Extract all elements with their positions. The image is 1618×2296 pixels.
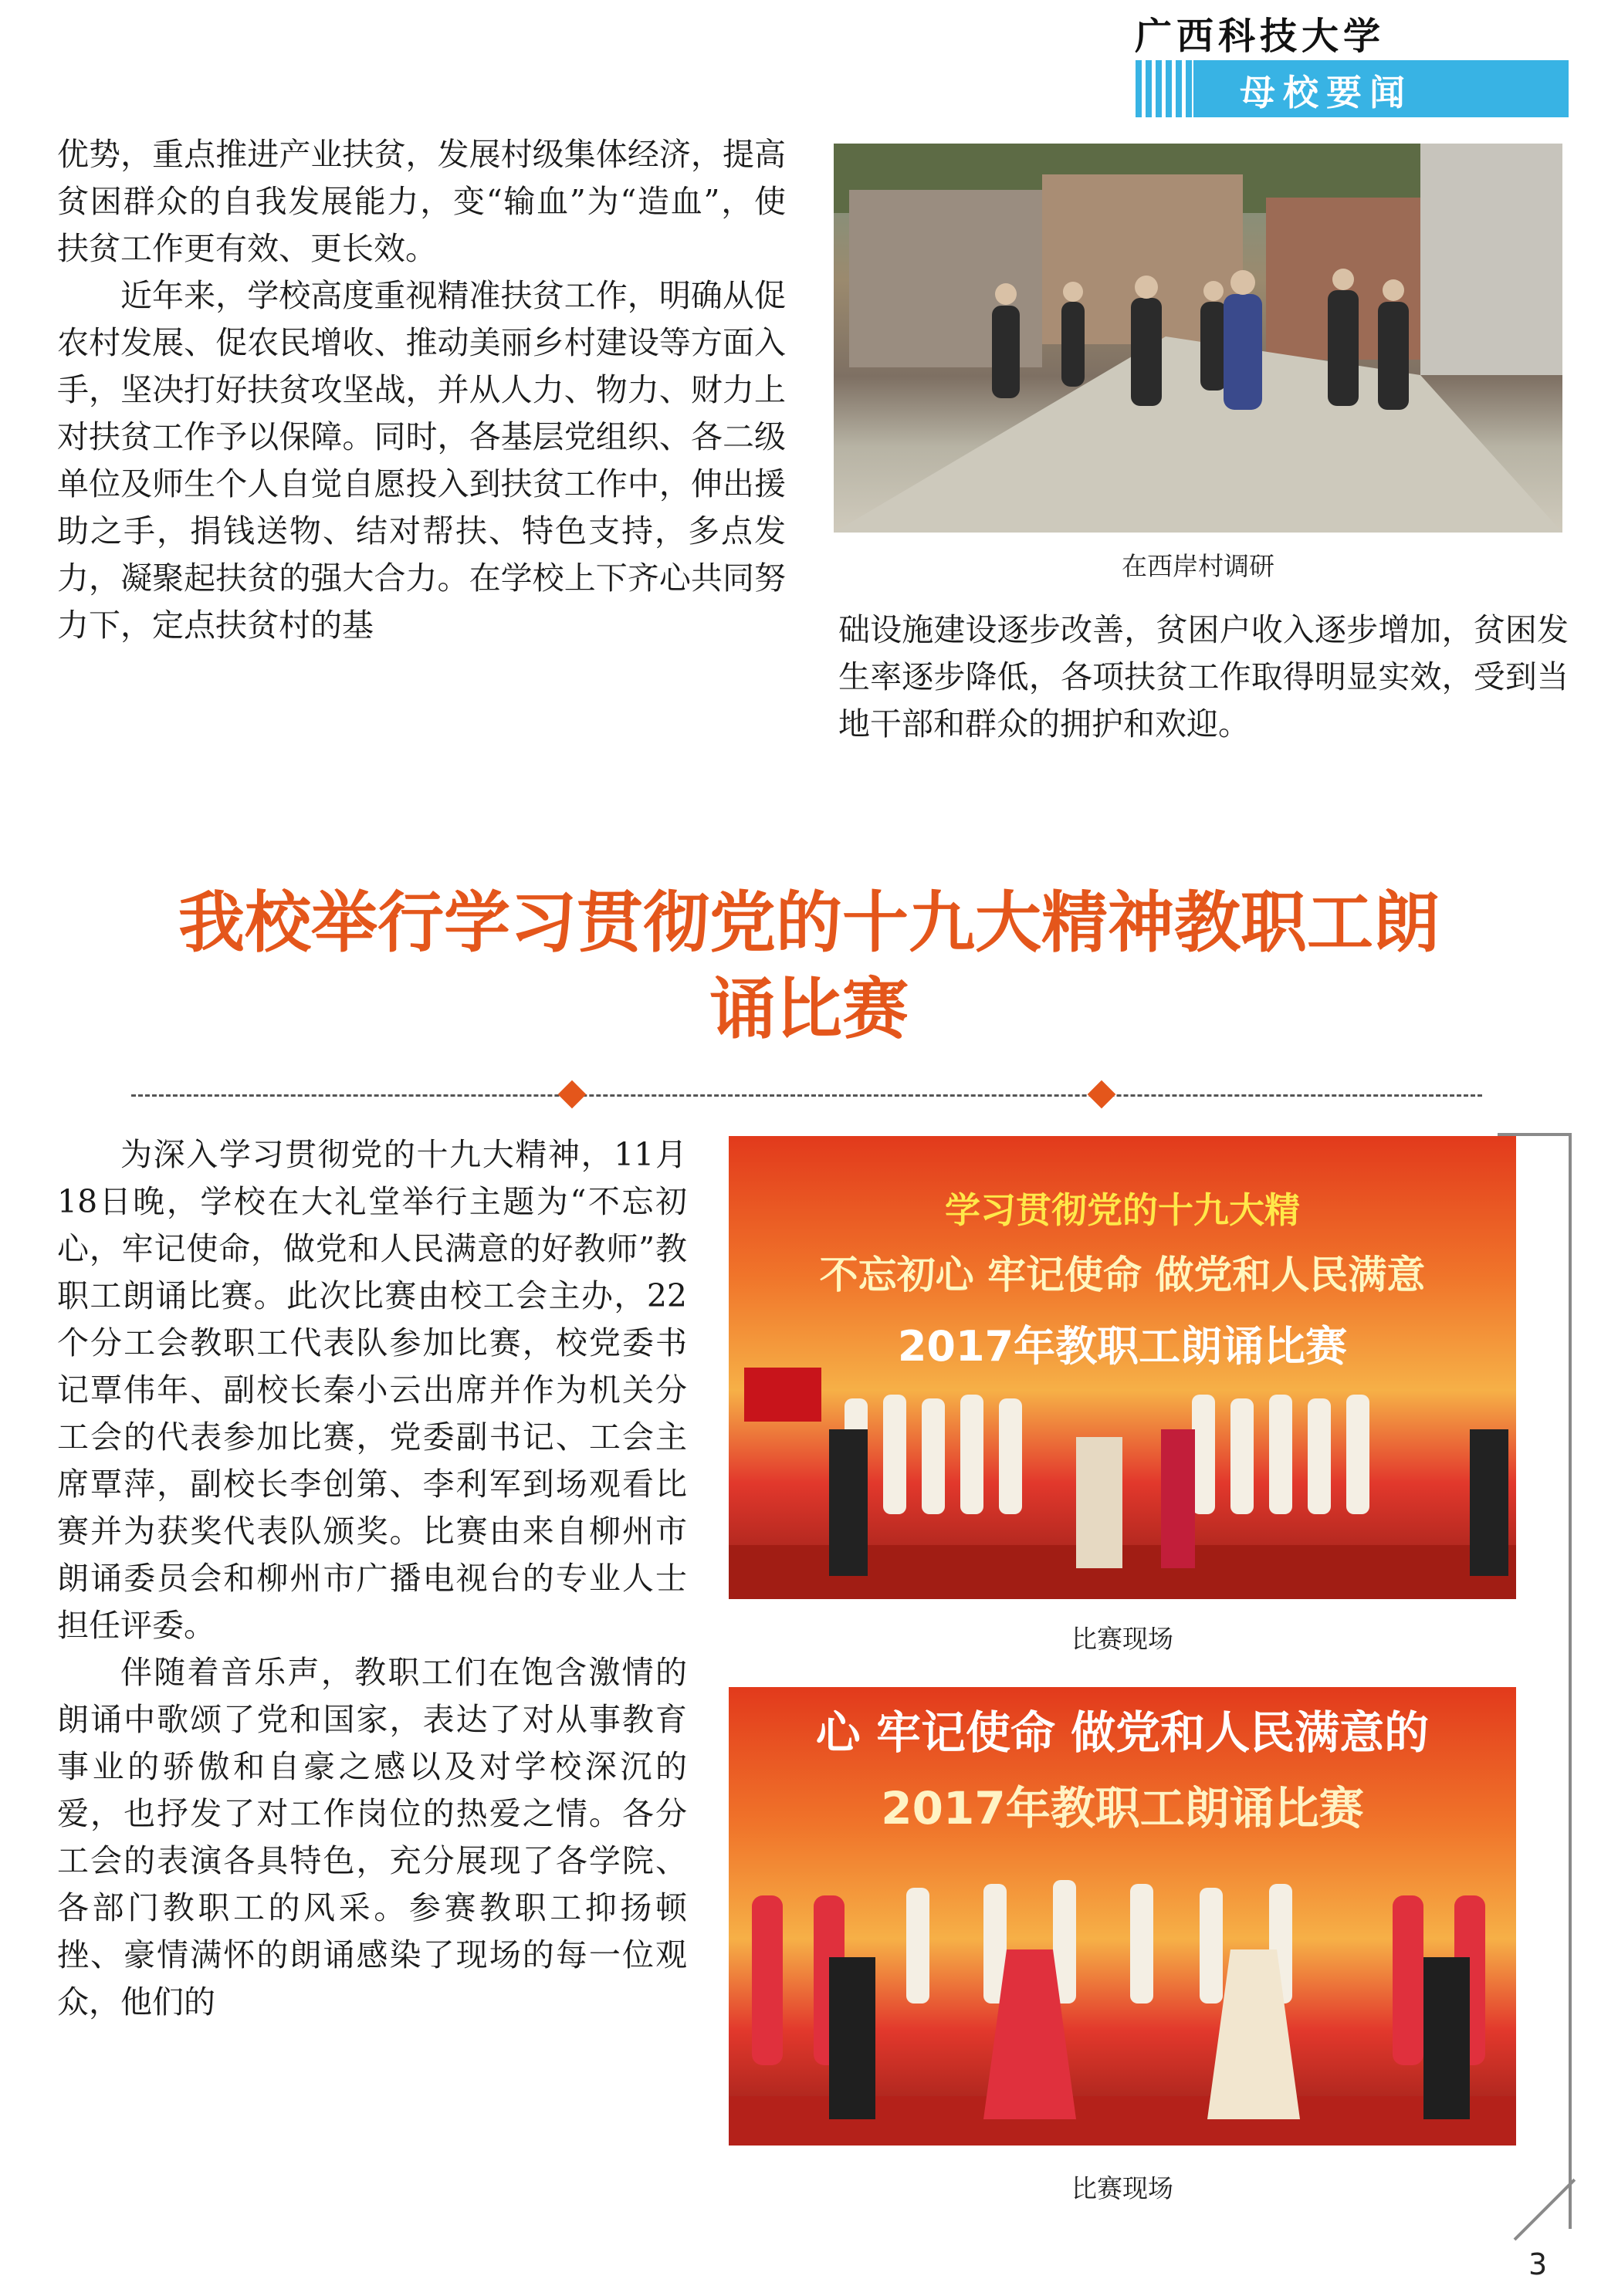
article1-paragraph-2: 近年来，学校高度重视精准扶贫工作，明确从促农村发展、促农民增收、推动美丽乡村建设等方面入手，坚决打好扶贫攻坚战，并从人力、物力、财力上对扶贫工作予以保障。同时，各基层党组织、各二级单位及师生个人自觉自愿投入到扶贫工作中，伸出援助之手，捐钱送物、结对帮扶、特色支持，多点发力，凝聚起扶贫的强大合力。在学校上下齐心共同努力下，定点扶贫村的基: [57, 277, 786, 644]
frame-corner-line: [1514, 2179, 1576, 2241]
article2-title-line2: 诵比赛: [709, 970, 909, 1048]
article1-left-column: [57, 131, 786, 649]
article2-paragraph-2: 伴随着音乐声，教职工们在饱含激情的朗诵中歌颂了党和国家，表达了对从事教育事业的骄傲和自豪之感以及对学校深沉的爱，也抒发了对工作岗位的热爱之情。各分工会的表演各具特色，充分展现了各学院、各部门教职工的风采。参赛教职工抑扬顿挫、豪情满怀的朗诵感染了现场的每一位观众，他们的: [57, 1654, 687, 2020]
photo2-banner-line2: 2017年教职工朗诵比赛: [881, 1782, 1364, 1834]
competition-photo-2: [729, 1687, 1516, 2146]
divider-diamond-right: [1088, 1080, 1116, 1109]
competition-photo-1: [729, 1136, 1516, 1599]
divider-diamond-left: [558, 1080, 587, 1109]
article2-title-line1: 我校举行学习贯彻党的十九大精神教职工朗: [178, 884, 1440, 962]
section-label: 母校要闻: [1240, 72, 1413, 113]
photo1-banner-line3: 2017年教职工朗诵比赛: [897, 1322, 1348, 1371]
article2-paragraph-1: 为深入学习贯彻党的十九大精神，11月18日晚，学校在大礼堂举行主题为“不忘初心，牢记使命，做党和人民满意的好教师”教职工朗诵比赛。此次比赛由校工会主办，22个分工会教职工代表队参加比赛，校党委书记覃伟年、副校长秦小云出席并作为机关分工会的代表参加比赛，党委副书记、工会主席覃萍，副校长李创第、李利军到场观看比赛并为获奖代表队颁奖。比赛由来自柳州市朗诵委员会和柳州市广播电视台的专业人士担任评委。: [57, 1136, 687, 1644]
section-banner: [1132, 60, 1569, 117]
village-photo-illustration: [834, 144, 1562, 533]
title-divider: [131, 1094, 1482, 1097]
photo2-performers: [729, 1841, 1516, 2146]
page-number: 3: [1528, 2247, 1548, 2281]
photo2-caption: 比赛现场: [1071, 2173, 1173, 2203]
photo1-performers: [729, 1368, 1516, 1599]
article2-body: [57, 1131, 687, 2026]
university-name: 广西科技大学: [1135, 15, 1386, 58]
village-photo: [834, 144, 1562, 533]
photo1-banner-line2: 不忘初心 牢记使命 做党和人民满意: [819, 1253, 1426, 1297]
photo1-banner-line1: 学习贯彻党的十九大精: [945, 1189, 1300, 1231]
photo1-caption: 比赛现场: [1071, 1624, 1173, 1654]
article1-paragraph-3: 础设施建设逐步改善，贫困户收入逐步增加，贫困发生率逐步降低，各项扶贫工作取得明显实效，受到当地干部和群众的拥护和欢迎。: [838, 611, 1569, 742]
frame-right-line: [1569, 1133, 1572, 2229]
village-photo-caption: 在西岸村调研: [1122, 551, 1274, 581]
article1-paragraph-1: 优势，重点推进产业扶贫，发展村级集体经济，提高贫困群众的自我发展能力，变“输血”为“造血”，使扶贫工作更有效、更长效。: [57, 136, 786, 267]
banner-stripes: [1132, 60, 1193, 117]
article2-title: [31, 880, 1587, 1053]
photo2-banner-line1: 心 牢记使命 做党和人民满意的: [815, 1706, 1430, 1759]
article1-right-column: [838, 607, 1569, 748]
